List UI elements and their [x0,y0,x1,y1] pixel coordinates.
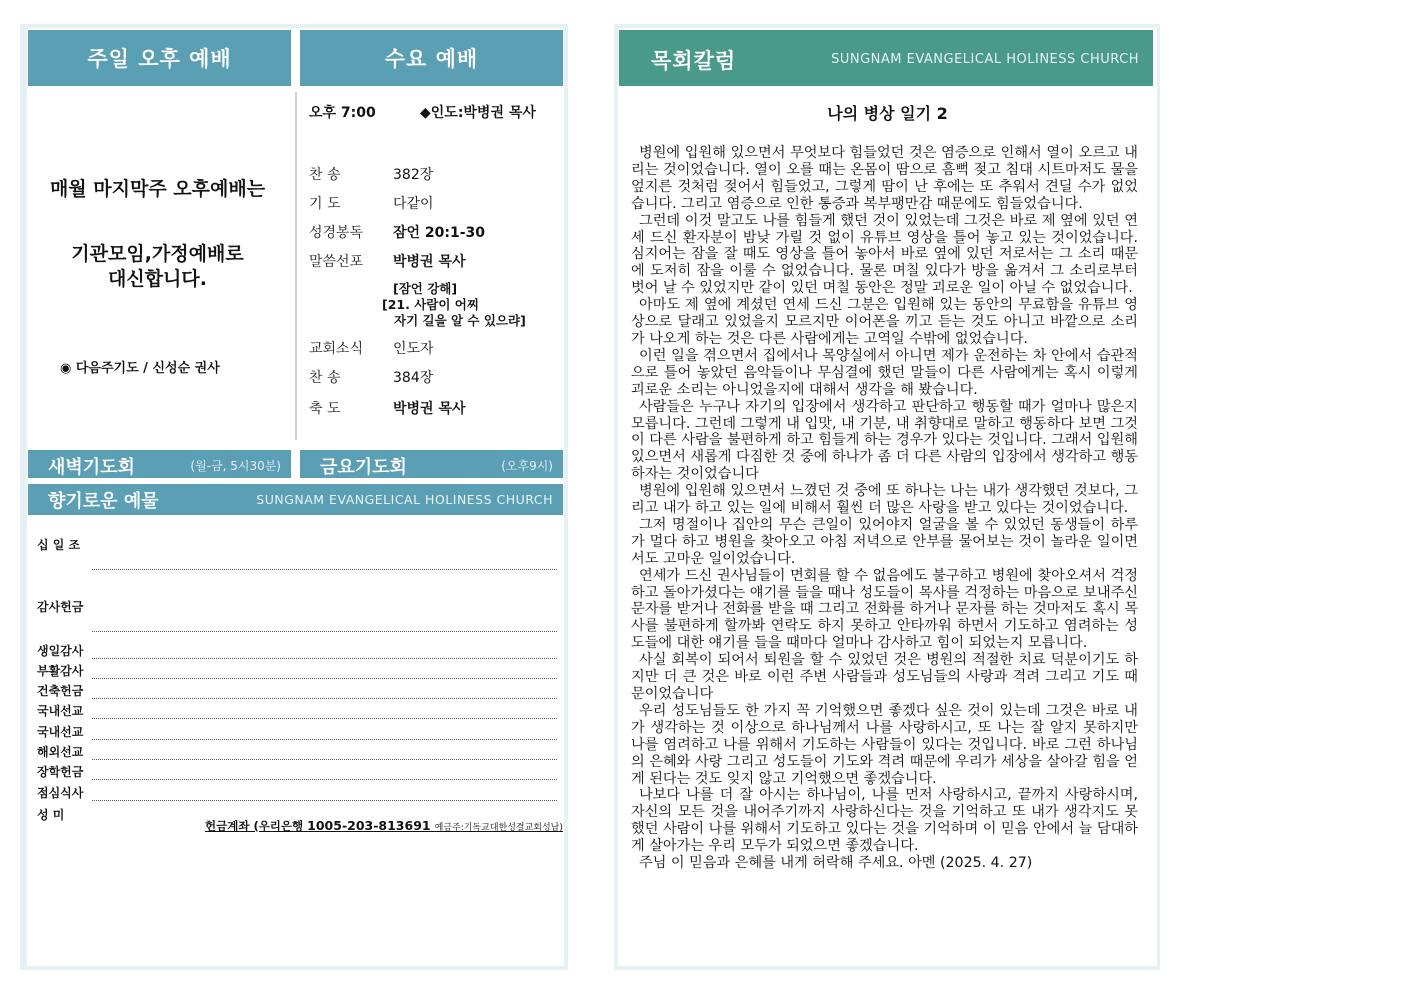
wednesday-time: 오후 7:00 [309,105,376,121]
order-label: 말씀선포 [309,254,364,270]
notice-line-3: 대신합니다. [108,268,207,290]
order-value: 382장 [393,167,434,183]
column-paragraph: 그런데 이것 말고도 나를 힘들게 했던 것이 있었는데 그것은 바로 제 옆에 있던 연세 드신 환자분이 밤낮 가릴 것 없이 유튜브 영상을 틀어 놓고 있는 것이었습니다. 심지어는 잠을 잘 때도 영상을 틀어 놓아서 바로 옆에 있던 저로서는 그 소리 때문에 도저히 잠을 이룰 수 없었습니다. 물론 며칠 있다가 방을 옮겨서 그 소리로부터 벗어 날 수 있었지만 같이 있던 며칠 동안은 정말 괴로운 일이 아닐 수 없었습니다. [631,212,1138,297]
column-paragraph: 연세가 드신 권사님들이 면회를 할 수 없음에도 불구하고 병원에 찾아오셔서 걱정하고 돌아가셨다는 얘기를 들을 때나 성도들이 목사를 걱정하는 마음으로 보내주신 문자를 받거나 전화를 받을 때 그리고 전화를 하거나 문자를 하는 것마저도 혹시 목사를 불편하게 할까봐 연락도 하지 못하고 안타까워 하면서 기도하고 염려하는 성도들에 대한 얘기를 들을 때마다 얼마나 감사하고 힘이 되었는지 모릅니다. [631,567,1138,652]
offering-label: 십 일 조 [37,538,81,552]
sermon-title-line-2: 자기 길을 알 수 있으랴] [394,313,526,328]
order-label: 축 도 [309,401,341,417]
order-label: 찬 송 [309,167,341,183]
column-paragraph: 사실 회복이 되어서 퇴원을 할 수 있었던 것은 병원의 적절한 치료 덕분이기도 하지만 더 큰 것은 바로 이런 주변 사람들과 성도님들의 사랑과 격려 그리고 기도 때문이었습니다 [631,652,1138,702]
order-value: 박병권 목사 [393,401,466,417]
sunday-afternoon-header: 주일 오후 예배 [28,30,291,86]
dawn-prayer-time: (월-금, 5시30분) [190,459,281,473]
dawn-prayer-title: 새벽기도회 [48,457,135,478]
offering-label: 감사헌금 [37,600,84,614]
wednesday-service-header: 수요 예배 [300,30,563,86]
next-prayer-note: ◉ 다음주기도 / 신성순 권사 [60,361,220,376]
order-value: 다같이 [393,196,434,212]
friday-prayer-time: (오후9시) [501,459,553,473]
order-value: 박병권 목사 [393,254,466,270]
column-title: 나의 병상 일기 2 [827,104,948,123]
column-paragraph: 우리 성도님들도 한 가지 꼭 기억했으면 좋겠다 싶은 것이 있는데 그것은 바로 내가 생각하는 것 이상으로 하나님께서 나를 사랑하시고, 또 나는 잘 알지 못하지만 나를 염려하고 나를 위해서 기도하는 사람들이 있다는 것입니다. 바로 그런 하나님의 은혜와 사랑 그리고 성도들이 기도와 격려 때문에 우리가 세상을 살아갈 힘을 얻게 된다는 것도 잊지 않고 기억했으면 좋겠습니다. [631,702,1138,787]
offering-line [92,800,557,801]
offering-label: 해외선교 [37,745,84,759]
wednesday-leader: ◆인도:박병권 목사 [420,105,536,121]
friday-prayer-bar [300,450,563,478]
column-paragraph: 사람들은 누구나 자기의 입장에서 생각하고 판단하고 행동할 때가 얼마나 많은지 모릅니다. 그런데 그렇게 내 입맛, 내 기분, 내 취향대로 말하고 행동하다 보면 그것이 다른 사람을 불편하게 하고 힘들게 하는 경우가 있다는 것입니다. 그래서 입원해 있으면서 새롭게 다짐한 것 중에 하나가 좀 더 다른 사람의 입장에서 생각하고 행동하자는 것이었습니다 [631,398,1138,483]
sermon-title-line-1: [21. 사람이 어찌 [382,297,479,312]
order-value: 잠언 20:1-30 [393,225,486,241]
notice-line-1: 매월 마지막주 오후예배는 [49,178,266,200]
order-label: 찬 송 [309,370,341,386]
column-header: 목회칼럼 [651,49,737,73]
column-paragraph: 아마도 제 옆에 계셨던 연세 드신 그분은 입원해 있는 동안의 무료함을 유튜브 영상으로 달래고 있었을지 모르지만 이어폰을 끼고 듣는 것도 아니고 바깥으로 소리가 나오게 하는 것은 다른 사람에게는 고역일 수밖에 없었습니다. [631,297,1138,347]
offering-label: 국내선교 [37,725,84,739]
offering-line [92,739,557,740]
notice-line-2: 기관모임,가정예배로 [71,243,244,265]
order-label: 기 도 [309,196,341,212]
offering-label: 점심식사 [37,786,84,800]
column-paragraph: 주님 이 믿음과 은혜를 내게 허락해 주세요. 아멘 (2025. 4. 27) [639,855,1033,872]
church-name-en: SUNGNAM EVANGELICAL HOLINESS CHURCH [831,52,1139,67]
offering-line [92,678,557,679]
account-label: 헌금계좌 (우리은행 [205,819,304,833]
offering-label: 국내선교 [37,704,84,718]
column-paragraph: 그저 명절이나 집안의 무슨 큰일이 있어야지 얼굴을 볼 수 있었던 동생들이 하루가 멀다 하고 병원을 찾아오고 아침 저녁으로 안부를 물어보는 것이 놀라운 일이면서도 고마운 일이었습니다. [631,516,1138,567]
account-owner: 예금주:기독교대한성결교회성남) [434,823,563,833]
offering-label: 장학헌금 [37,765,84,779]
column-paragraph: 병원에 입원해 있으면서 무엇보다 힘들었던 것은 염증으로 인해서 열이 오르고 내리는 것이었습니다. 열이 오를 때는 온몸이 땀으로 흠뻑 젖고 침대 시트마저도 물을 엎지른 것처럼 젖어서 힘들었고, 그렇게 땀이 난 후에는 또 추워서 견딜 수가 없었습니다. 그리고 염증으로 인한 통증과 복부팽만감 때문에도 힘들었습니다. [631,145,1138,212]
offering-label: 성 미 [37,808,65,822]
offering-label: 건축헌금 [37,684,84,698]
order-value: 인도자 [393,341,434,357]
offering-label: 부활감사 [37,664,84,678]
account-number: 1005-203-813691 [307,818,431,833]
offering-label: 생일감사 [37,644,84,658]
offering-line [92,658,557,659]
friday-prayer-title: 금요기도회 [320,457,407,478]
column-paragraph: 나보다 나를 더 잘 아시는 하나님이, 나를 먼저 사랑하시고, 끝까지 사랑하시며, 자신의 모든 것을 내어주기까지 사랑하신다는 것을 기억하고 또 내가 생각지도 못했던 사람이 나를 위해서 기도하고 있다는 것을 기억하며 이 믿음 안에서 늘 담대하게 살아가는 우리 모두가 되었으면 좋겠습니다. [631,787,1138,855]
column-paragraph: 이런 일을 겪으면서 집에서나 목양실에서 아니면 제가 운전하는 차 안에서 습관적으로 틀어 놓았던 음악들이나 무심결에 했던 말들이 다른 사람에게는 혹시 이렇게 괴로운 소리는 아니었을지에 대해서 생각을 해 봤습니다. [631,347,1138,398]
offering-account [205,818,563,834]
offering-line [92,759,557,760]
column-divider [295,92,297,440]
offering-header: 향기로운 예물 [48,491,159,512]
offering-line [92,718,557,719]
column-header-bar [619,30,1153,86]
column-paragraph: 병원에 입원해 있으면서 느꼈던 것 중에 또 하나는 나는 내가 생각했던 것보다, 그리고 내가 하고 있는 일에 비해서 훨씬 더 많은 사랑을 받고 있다는 것이었습니다. [631,483,1138,517]
order-value: 384장 [393,370,434,386]
church-name-en: SUNGNAM EVANGELICAL HOLINESS CHURCH [256,492,553,507]
offering-line [92,631,557,632]
column-body [631,145,1138,872]
offering-line [92,698,557,699]
offering-header-bar [28,484,563,515]
order-label: 성경봉독 [309,225,364,241]
dawn-prayer-bar [28,450,291,478]
order-label: 교회소식 [309,341,364,357]
sermon-series: [잠언 강해] [393,281,458,296]
offering-line [92,569,557,570]
offering-line [92,779,557,780]
